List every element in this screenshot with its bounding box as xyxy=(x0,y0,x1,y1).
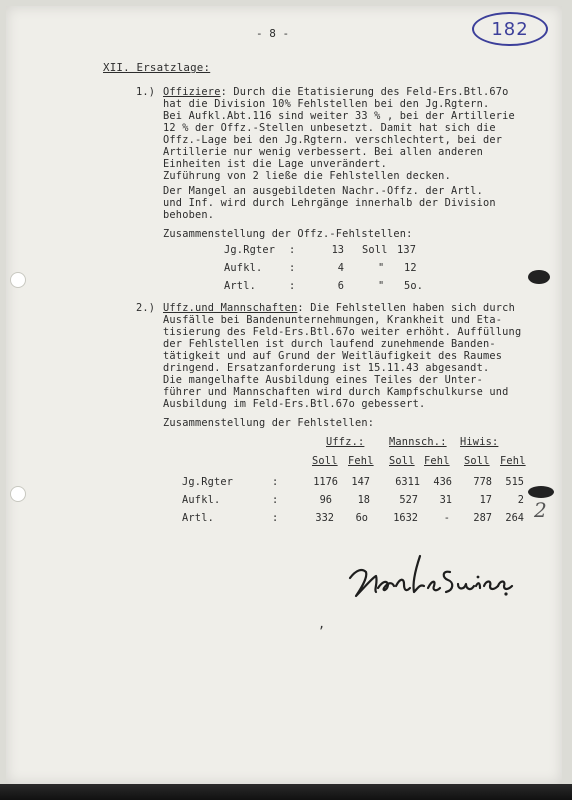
fehl-row-unit: Artl. xyxy=(182,512,214,524)
offz-row-fehl: 13 xyxy=(331,244,344,256)
fehl-row-value: 778 xyxy=(473,476,492,488)
item2-summary-title: Zusammenstellung der Fehlstellen: xyxy=(163,417,375,429)
offz-row-sep: : xyxy=(289,262,296,274)
margin-handwritten-mark: 2 xyxy=(534,498,547,522)
offz-row-sep: : xyxy=(289,280,296,292)
item1-line-8: Der Mangel an ausgebildeten Nachr.-Offz. der Artl. xyxy=(163,185,483,197)
item1-line-5: Artillerie nur wenig verbessert. Bei allen anderen xyxy=(163,146,483,158)
fehl-row-value: 18 xyxy=(357,494,370,506)
item1-line-1: hat die Division 10% Fehlstellen bei den Jg.Rgtern. xyxy=(163,98,490,110)
punch-hole-bottom xyxy=(10,486,26,502)
item2-line-7: führer und Mannschaften wird durch Kampfschulkurse und xyxy=(163,386,509,398)
item2-line-8: Ausbildung im Feld-Ers.Btl.67o gebessert. xyxy=(163,398,426,410)
fehl-row-sep: : xyxy=(272,494,279,506)
fehl-row-unit: Aufkl. xyxy=(182,494,221,506)
fehl-row-value: 2 xyxy=(517,494,524,506)
fehl-row-value: 287 xyxy=(473,512,492,524)
item2-line-4: tätigkeit und auf Grund der Weitläufigkeit des Raumes xyxy=(163,350,503,362)
item1-line-3: 12 % der Offz.-Stellen unbesetzt. Damit hat sich die xyxy=(163,122,496,134)
item1-keyword: Offiziere xyxy=(163,86,221,98)
offz-row-unit: Artl. xyxy=(224,280,256,292)
item2-label: 2.) xyxy=(136,302,156,314)
item1-line-0: : Durch die Etatisierung des Feld-Ers.Btl.67o xyxy=(220,86,509,98)
offz-row-soll: 137 xyxy=(397,244,417,256)
fehl-row-value: 147 xyxy=(351,476,370,488)
subheader-soll: Soll xyxy=(464,455,490,467)
subheader-fehl: Fehl xyxy=(500,455,526,467)
offz-row-unit: Aufkl. xyxy=(224,262,263,274)
fehl-row-value: 31 xyxy=(439,494,452,506)
archive-stamp-number: 182 xyxy=(472,12,548,46)
item1-label: 1.) xyxy=(136,86,156,98)
offz-row-soll: 5o. xyxy=(404,280,424,292)
fehl-row-value: 6311 xyxy=(395,476,420,488)
signature xyxy=(346,548,516,606)
fehl-row-sep: : xyxy=(272,476,279,488)
item1-summary-title: Zusammenstellung der Offz.-Fehlstellen: xyxy=(163,228,413,240)
offz-row-fehl: 4 xyxy=(337,262,344,274)
item2-line-6: Die mangelhafte Ausbildung eines Teiles der Unter- xyxy=(163,374,483,386)
subheader-fehl: Fehl xyxy=(348,455,374,467)
ink-blot-lower xyxy=(528,486,554,498)
item2-line-0: : Die Fehlstellen haben sich durch xyxy=(297,302,515,314)
offz-row-soll-label: Soll xyxy=(362,244,388,256)
scan-bottom-edge xyxy=(0,784,572,800)
punch-hole-top xyxy=(10,272,26,288)
fehl-row-value: 264 xyxy=(505,512,524,524)
item2-line-5: dringend. Ersatzanforderung ist 15.11.43 abgesandt. xyxy=(163,362,490,374)
item1-line-7: Zuführung von 2 ließe die Fehlstellen decken. xyxy=(163,170,451,182)
fehl-row-value: 1176 xyxy=(313,476,338,488)
section-heading: XII. Ersatzlage: xyxy=(103,61,211,74)
page-number: - 8 - xyxy=(256,27,290,40)
item2-line-3: der Fehlstellen ist durch laufend zunehmende Banden- xyxy=(163,338,496,350)
item1-line-10: behoben. xyxy=(163,209,215,221)
fehl-row-value: 436 xyxy=(433,476,452,488)
offz-row-sep: : xyxy=(289,244,296,256)
subheader-soll: Soll xyxy=(312,455,338,467)
group-header-uffz: Uffz.: xyxy=(326,436,365,448)
fehl-row-value: - xyxy=(443,512,450,524)
subheader-soll: Soll xyxy=(389,455,415,467)
subheader-fehl: Fehl xyxy=(424,455,450,467)
ink-blot-upper xyxy=(528,270,550,284)
fehl-row-unit: Jg.Rgter xyxy=(182,476,234,488)
item1-line-9: und Inf. wird durch Lehrgänge innerhalb der Division xyxy=(163,197,496,209)
fehl-row-value: 96 xyxy=(319,494,332,506)
fehl-row-value: 515 xyxy=(505,476,524,488)
stray-mark: , xyxy=(318,617,326,631)
offz-row-unit: Jg.Rgter xyxy=(224,244,276,256)
group-header-hiwis: Hiwis: xyxy=(460,436,499,448)
item2-line-1: Ausfälle bei Bandenunternehmungen, Krankheit und Eta- xyxy=(163,314,503,326)
fehl-row-value: 332 xyxy=(315,512,334,524)
fehl-row-value: 6o xyxy=(355,512,368,524)
item1-line-2: Bei Aufkl.Abt.116 sind weiter 33 % , bei der Artillerie xyxy=(163,110,515,122)
item2-first-line xyxy=(163,302,515,314)
item1-line-4: Offz.-Lage bei den Jg.Rgtern. verschlechtert, bei der xyxy=(163,134,503,146)
fehl-row-value: 17 xyxy=(479,494,492,506)
group-header-mannsch: Mannsch.: xyxy=(389,436,447,448)
item2-line-2: tisierung des Feld-Ers.Btl.67o weiter erhöht. Auffüllung xyxy=(163,326,522,338)
offz-row-soll: 12 xyxy=(404,262,417,274)
item2-keyword: Uffz.und Mannschaften xyxy=(163,302,298,314)
fehl-row-value: 1632 xyxy=(393,512,418,524)
offz-row-fehl: 6 xyxy=(337,280,344,292)
fehl-row-value: 527 xyxy=(399,494,418,506)
offz-row-soll-label: " xyxy=(378,262,385,274)
item1-line-6: Einheiten ist die Lage unverändert. xyxy=(163,158,387,170)
fehl-row-sep: : xyxy=(272,512,279,524)
item1-first-line xyxy=(163,86,509,98)
offz-row-soll-label: " xyxy=(378,280,385,292)
